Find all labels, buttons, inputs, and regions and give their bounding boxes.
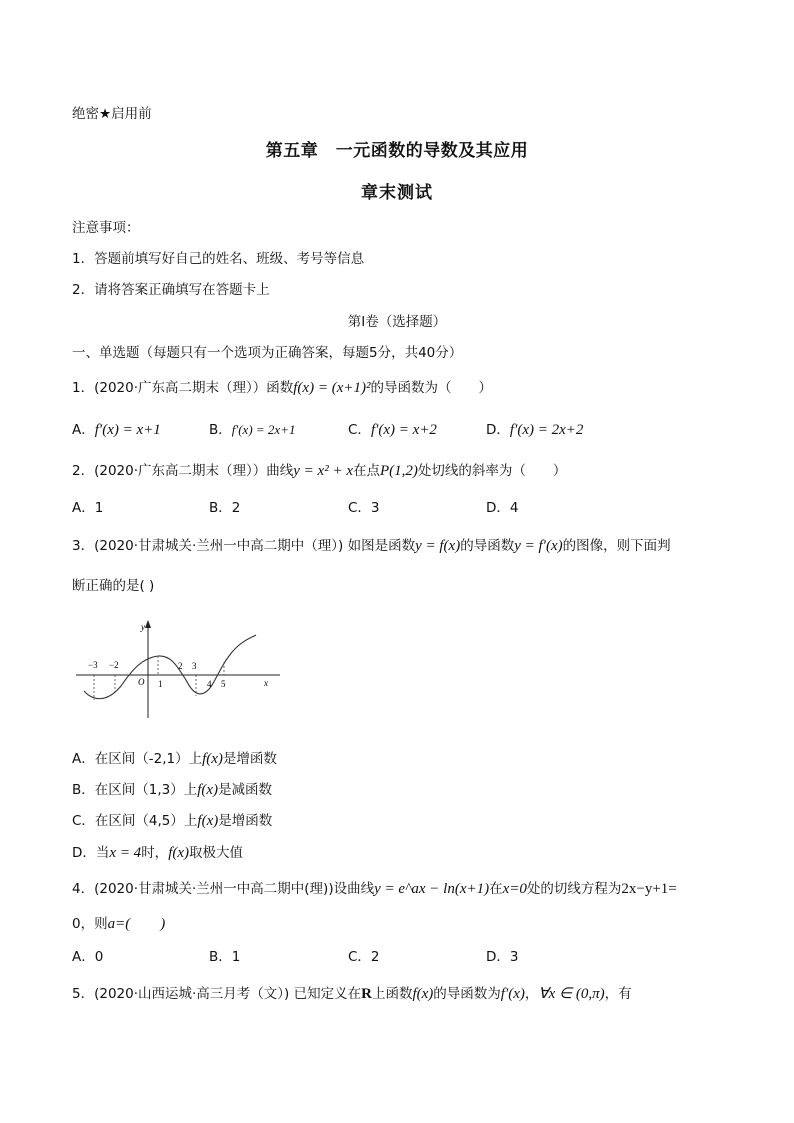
question-2-text-c: 处切线的斜率为（ ） (417, 463, 567, 479)
question-2-option-a: A．1 (72, 500, 104, 516)
question-5-text-a: 5．(2020·山西运城·高三月考（文）) 已知定义在 (72, 986, 362, 1002)
question-3-expr-2: y = f′(x) (514, 538, 563, 554)
question-5-expr-1: f(x) (412, 986, 434, 1002)
question-1-stem (72, 376, 492, 397)
question-3-option-b (72, 778, 272, 799)
option-text: C．在区间（4,5）上 (72, 813, 198, 829)
option-text: 是减函数 (218, 782, 273, 798)
question-4-text-a: 4．(2020·甘肃城关·兰州一中高二期中(理))设曲线 (72, 881, 375, 897)
section-title: 第I卷（选择题） (347, 314, 447, 330)
question-4-expr-1: y = e^ax − ln(x+1) (374, 881, 490, 897)
origin-label: O (138, 677, 145, 687)
option-expr: x = 4 (109, 845, 142, 861)
secret-label: 绝密★启用前 (72, 106, 152, 122)
option-text: 取极大值 (189, 845, 244, 861)
question-5-text-b: 上函数 (371, 986, 413, 1002)
page-subtitle: 章末测试 (361, 183, 433, 203)
question-3-option-a (72, 747, 277, 768)
question-2-expr-2: P(1,2) (379, 463, 418, 479)
question-4-option-b: B．1 (209, 949, 241, 965)
question-1-option-c (348, 418, 437, 439)
question-4-expr-2: x=0 (502, 881, 527, 897)
question-5-text-c: 的导函数为 (433, 986, 501, 1002)
question-2-option-d: D．4 (486, 500, 519, 516)
question-1-text-b: 的导函数为（ ） (370, 380, 492, 396)
question-5-text-e: ，有 (604, 986, 632, 1002)
question-2-stem (72, 459, 566, 480)
question-5-expr-3: ∀x ∈ (0,π) (538, 986, 605, 1002)
option-label: A． (72, 422, 95, 438)
option-expr: f′(x) = x+1 (94, 422, 161, 438)
question-2-option-b: B．2 (209, 500, 241, 516)
question-3-expr-1: y = f(x) (415, 538, 461, 554)
question-1-option-d (486, 418, 583, 439)
question-4-expr-4: a=( ) (107, 916, 166, 932)
question-2-option-c: C．3 (348, 500, 380, 516)
question-5-expr-2: f′(x) (500, 986, 525, 1002)
question-3-text-c: 的图像，则下面判 (562, 538, 671, 554)
y-axis-arrow (145, 620, 151, 628)
notice-item-2: 2．请将答案正确填写在答题卡上 (72, 282, 270, 298)
question-3-text-a: 3．(2020·甘肃城关·兰州一中高二期中（理）) 如图是函数 (72, 538, 416, 554)
question-1-option-b (209, 418, 295, 438)
option-label: B． (209, 422, 232, 438)
question-5-set-r: R (361, 986, 372, 1002)
option-expr: f(x) (197, 782, 219, 798)
question-3-option-d (72, 841, 243, 862)
question-4-text-d: 0，则 (72, 916, 108, 932)
tick-label: 1 (158, 679, 163, 689)
notice-item-1: 1．答题前填写好自己的姓名、班级、考号等信息 (72, 251, 365, 267)
option-text: D．当 (72, 845, 110, 861)
tick-label: −2 (109, 660, 119, 670)
option-expr: f′(x) = x+2 (370, 422, 437, 438)
question-4-option-d: D．3 (486, 949, 519, 965)
option-label: D． (486, 422, 510, 438)
option-text: 时， (141, 845, 169, 861)
option-text: B．在区间（1,3）上 (72, 782, 198, 798)
option-label: C． (348, 422, 371, 438)
question-2-text-a: 2．(2020·广东高二期末（理））曲线 (72, 463, 294, 479)
option-expr: f(x) (168, 845, 190, 861)
question-4-stem-line-2 (72, 912, 165, 933)
option-expr: f(x) (197, 813, 219, 829)
option-text: A．在区间（-2,1）上 (72, 751, 203, 767)
question-4-expr-3: 2x−y+1= (621, 881, 677, 897)
question-4-stem (72, 877, 677, 898)
tick-label: 5 (221, 679, 226, 689)
question-2-expr-1: y = x² + x (293, 463, 353, 479)
notice-heading: 注意事项： (72, 220, 140, 236)
tick-label: 3 (192, 661, 197, 671)
question-5-stem (72, 982, 632, 1003)
question-1-expr: f(x) = (x+1)² (293, 380, 371, 396)
question-1-text-a: 1．(2020·广东高二期末（理））函数 (72, 380, 294, 396)
question-3-text-b: 的导函数 (460, 538, 515, 554)
option-expr: f(x) (202, 751, 223, 767)
option-text: 是增函数 (218, 813, 273, 829)
question-3-option-c (72, 809, 272, 830)
y-axis-label: y (141, 622, 145, 632)
question-4-text-c: 处的切线方程为 (526, 881, 622, 897)
part-heading: 一、单选题（每题只有一个选项为正确答案，每题5分，共40分） (72, 345, 463, 361)
option-expr: f′(x) = 2x+2 (509, 422, 584, 438)
x-axis-label: x (264, 678, 268, 688)
question-4-option-c: C．2 (348, 949, 380, 965)
tick-label: −3 (88, 660, 98, 670)
tick-label: 2 (178, 661, 183, 671)
tick-label: 4 (207, 679, 212, 689)
derivative-graph (74, 618, 288, 720)
question-2-text-b: 在点 (352, 463, 380, 479)
question-3-stem (72, 534, 671, 555)
question-5-text-d: ， (524, 986, 539, 1002)
page-title: 第五章 一元函数的导数及其应用 (265, 141, 529, 161)
option-expr: f′(x) = 2x+1 (231, 422, 296, 437)
question-1-option-a (72, 418, 161, 439)
option-text: 是增函数 (222, 751, 277, 767)
question-4-option-a: A．0 (72, 949, 104, 965)
question-3-stem-line-2: 断正确的是( ) (72, 578, 155, 594)
question-4-text-b: 在 (489, 881, 503, 897)
